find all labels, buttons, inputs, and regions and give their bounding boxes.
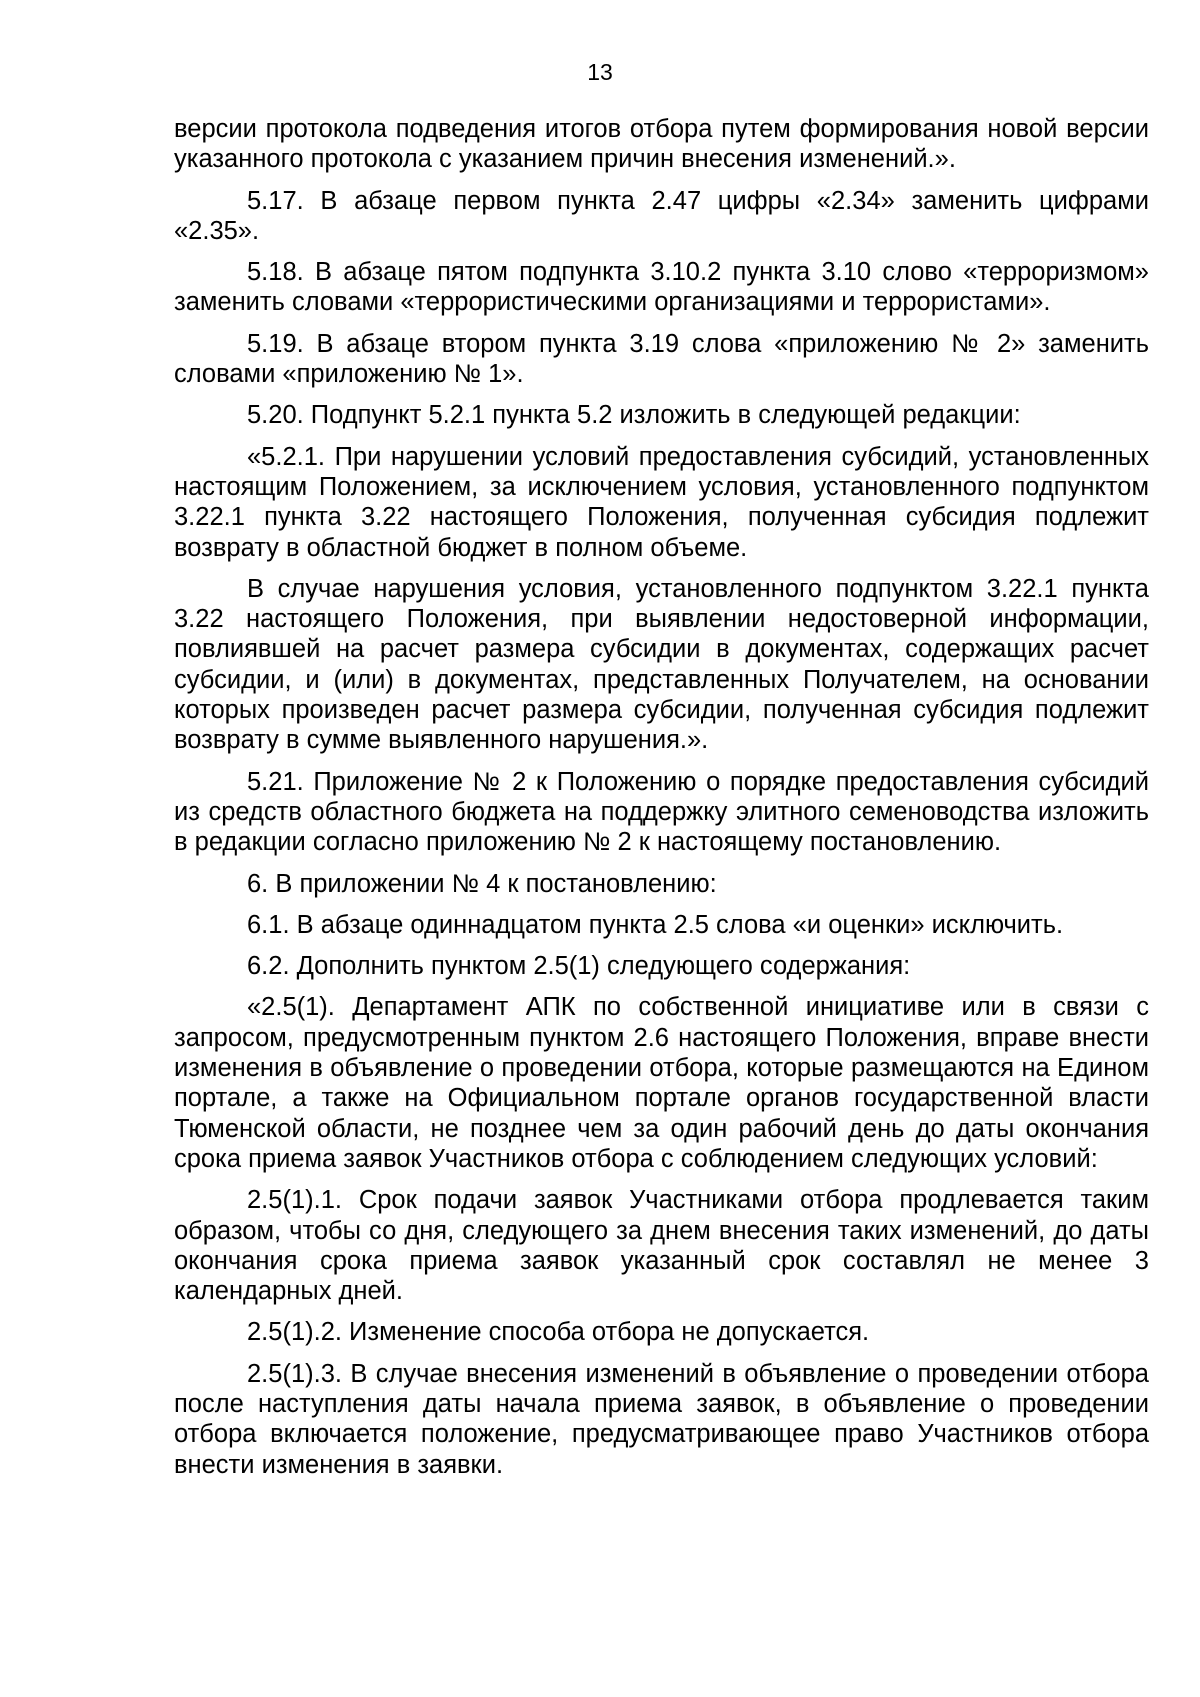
paragraph-6-1: 6.1. В абзаце одиннадцатом пункта 2.5 слова «и оценки» исключить. [247, 910, 1064, 939]
page-number: 13 [587, 59, 613, 85]
paragraph-5-21: 5.21. Приложение № 2 к Положению о порядке предоставления субсидий из средств областного бюджета на поддержку элитного семеноводства изложить в редакции согласно приложению № 2 к настоящему постановлению. [174, 767, 1149, 857]
paragraph-violation-case: В случае нарушения условия, установленного подпунктом 3.22.1 пункта 3.22 настоящего Положения, при выявлении недостоверной информации, повлиявшей на расчет размера субсидии в документах, содержащих расчет субсидии, и (или) в документах, представленных Получателем, на основании которых произведен расчет размера субсидии, полученная субсидия подлежит возврату в сумме выявленного нарушения.». [174, 574, 1149, 755]
paragraph-5-17: 5.17. В абзаце первом пункта 2.47 цифры «2.34» заменить цифрами «2.35». [174, 186, 1149, 245]
paragraph-2-5-1-1: 2.5(1).1. Срок подачи заявок Участниками отбора продлевается таким образом, чтобы со дня, следующего за днем внесения таких изменений, до даты окончания срока приема заявок указанный срок составлял не менее 3 календарных дней. [174, 1186, 1149, 1306]
paragraph-5-19: 5.19. В абзаце втором пункта 3.19 слова «приложению № 2» заменить словами «приложению № 1». [174, 329, 1149, 389]
paragraph-2-5-1-2: 2.5(1).2. Изменение способа отбора не допускается. [247, 1318, 870, 1347]
paragraph-6: 6. В приложении № 4 к постановлению: [247, 869, 717, 898]
paragraph-6-2: 6.2. Дополнить пунктом 2.5(1) следующего содержания: [247, 952, 911, 981]
paragraph-5-20: 5.20. Подпункт 5.2.1 пункта 5.2 изложить в следующей редакции: [247, 401, 1021, 430]
paragraph-continuation: версии протокола подведения итогов отбора путем формирования новой версии указанного протокола с указанием причин внесения изменений.». [174, 115, 1149, 174]
paragraph-5-2-1: «5.2.1. При нарушении условий предоставления субсидий, установленных настоящим Положением, за исключением условия, установленного подпунктом 3.22.1 пункта 3.22 настоящего Положения, полученная субсидия подлежит возврату в областной бюджет в полном объеме. [174, 442, 1149, 562]
paragraph-5-18: 5.18. В абзаце пятом подпункта 3.10.2 пункта 3.10 слово «терроризмом» заменить словами «террористическими организациями и террористами». [174, 258, 1149, 317]
paragraph-2-5-1-3: 2.5(1).3. В случае внесения изменений в объявление о проведении отбора после наступления даты начала приема заявок, в объявление о проведении отбора включается положение, предусматривающее право Участников отбора внести изменения в заявки. [174, 1359, 1149, 1479]
paragraph-2-5-1: «2.5(1). Департамент АПК по собственной инициативе или в связи с запросом, предусмотренным пунктом 2.6 настоящего Положения, вправе внести изменения в объявление о проведении отбора, которые размещаются на Едином портале, а также на Официальном портале органов государственной власти Тюменской области, не позднее чем за один рабочий день до даты окончания срока приема заявок Участников отбора с соблюдением следующих условий: [174, 993, 1149, 1173]
document-body [174, 114, 1149, 1491]
